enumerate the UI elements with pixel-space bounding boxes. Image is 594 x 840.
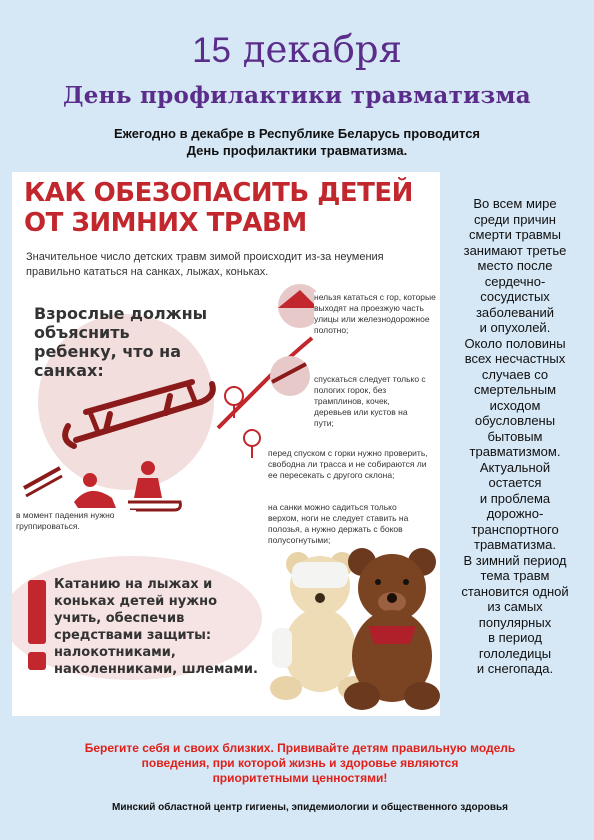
slope-illustration <box>208 278 318 468</box>
sled-tip-4: на санки можно садиться только верхом, ноги не следует ставить на полозья, а нужно держать с боков полусогнутыми; <box>268 502 428 546</box>
warning-message <box>40 741 560 786</box>
statistics-line: травматизмом. <box>469 444 561 459</box>
statistics-line: исходом <box>489 397 541 413</box>
warning-line-1: Берегите себя и своих близких. Прививайте детям правильную модель <box>84 741 516 755</box>
warning-line-3: приоритетными ценностями! <box>212 771 388 785</box>
sled-tip-2: спускаться следует только с пологих горок, без трамплинов, кочек, деревьев или кустов на пути; <box>314 374 426 428</box>
intro-line-1: Ежегодно в декабре в Республике Беларусь проводится <box>113 126 481 141</box>
sled-tip-3: перед спуском с горки нужно проверить, свободна ли трасса и не собираются ли ее пересекать с другого склона; <box>268 448 438 481</box>
statistics-line: Актуальной <box>479 459 551 475</box>
exclamation-icon <box>24 580 50 670</box>
statistics-line: Около половины <box>464 335 566 351</box>
statistics-line: смерти травмы <box>469 227 561 242</box>
statistics-line: дорожно- <box>486 506 544 521</box>
statistics-line: из самых <box>487 599 543 614</box>
statistics-line: бытовым <box>487 428 543 444</box>
day-title: День профилактики травматизма <box>63 82 531 109</box>
warning-line-2: поведения, при которой жизнь и здоровье являются <box>141 756 459 770</box>
statistics-line: сердечно- <box>484 273 546 289</box>
poster-title-line-1: КАК ОБЕЗОПАСИТЬ ДЕТЕЙ <box>24 178 413 208</box>
intro-line-2: День профилактики травматизма. <box>186 143 408 158</box>
poster-title <box>24 178 434 238</box>
statistics-line: тема травм <box>480 568 550 583</box>
statistics-line: Во всем мире <box>473 196 557 211</box>
statistics-line: и проблема <box>479 490 551 506</box>
sled-tip-5: в момент падения нужно группироваться. <box>16 510 136 532</box>
poster-lead: Значительное число детских травм зимой происходит из-за неумения правильно кататься на санках, лыжах, коньках. <box>26 251 384 278</box>
intro-text <box>0 125 594 159</box>
organization-name: Минский областной центр гигиены, эпидемиологии и общественного здоровья <box>112 802 508 813</box>
statistics-line: транспортного <box>471 521 559 537</box>
statistics-line: заболеваний <box>475 304 555 320</box>
statistics-line: место после <box>477 258 553 273</box>
statistics-line: и опухолей. <box>479 320 551 335</box>
poster-title-line-2: ОТ ЗИМНИХ ТРАВМ <box>24 208 307 238</box>
injury-statistics-text <box>442 196 588 677</box>
statistics-line: гололедицы <box>478 645 552 661</box>
statistics-line: травматизма. <box>473 537 556 552</box>
sled-heading: Взрослые должны объяснить ребенку, что на санках: <box>34 304 208 380</box>
safety-poster <box>12 172 440 716</box>
sled-tip-1: нельзя кататься с гор, которые выходят на проезжую часть улицы или железнодорожное полотно; <box>314 292 438 336</box>
sitting-child-illustration <box>124 458 184 516</box>
statistics-line: В зимний период <box>463 552 567 568</box>
statistics-line: случаев со <box>481 366 549 382</box>
statistics-line: всех несчастных <box>464 351 566 366</box>
statistics-line: смертельным <box>473 382 557 397</box>
statistics-line: популярных <box>478 614 552 630</box>
statistics-line: в период <box>488 630 542 645</box>
statistics-line: и снегопада. <box>476 661 554 676</box>
falling-child-illustration <box>20 458 130 512</box>
date-title <box>0 28 594 71</box>
statistics-line: становится одной <box>461 583 569 599</box>
statistics-line: занимают третье <box>463 242 567 258</box>
statistics-line: среди причин <box>474 211 556 227</box>
statistics-line: обусловлены <box>474 413 556 428</box>
date-month: декабря <box>242 28 402 71</box>
date-number: 15 <box>192 31 231 70</box>
statistics-line: сосудистых <box>480 289 550 304</box>
statistics-line: остается <box>488 475 542 490</box>
ski-safety-text: Катанию на лыжах и коньках детей нужно учить, обеспечив средствами защиты: налокотниками, наколенниками, шлемами. <box>54 577 258 677</box>
teddy-bears-illustration <box>250 528 440 716</box>
